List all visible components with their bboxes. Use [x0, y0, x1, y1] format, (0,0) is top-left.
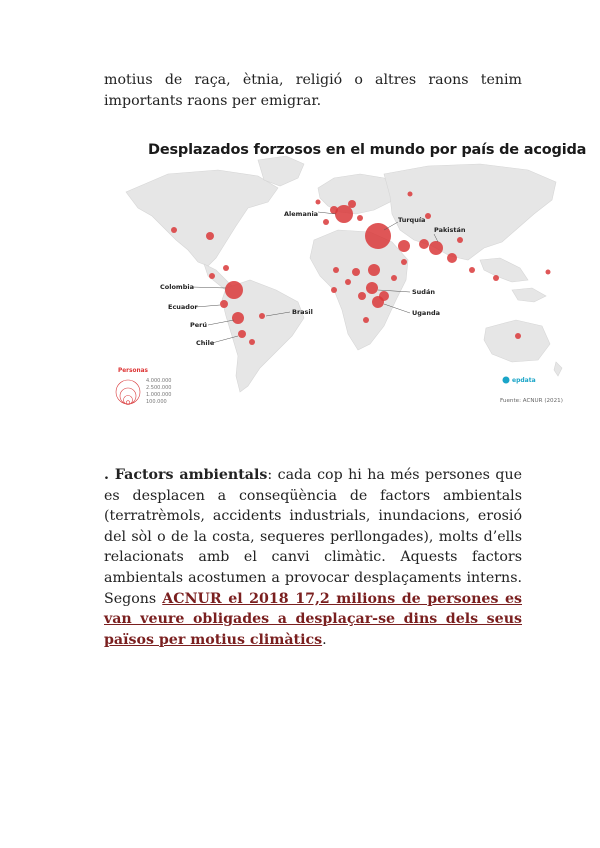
bubble — [469, 267, 475, 273]
bubble-chile — [238, 330, 246, 338]
bubble — [391, 275, 397, 281]
bubble — [419, 239, 429, 249]
bubble — [223, 265, 229, 271]
bubble — [316, 200, 321, 205]
legend-value: 1.000.000 — [146, 392, 172, 398]
bubble — [358, 292, 366, 300]
bubble — [408, 192, 413, 197]
legend-value: 4.000.000 — [146, 378, 172, 384]
bubble-uganda — [372, 296, 384, 308]
label-pakistan: Pakistán — [434, 226, 466, 234]
bubble — [171, 227, 177, 233]
bubble — [331, 287, 337, 293]
bubble — [333, 267, 339, 273]
bubble-ecuador — [220, 300, 228, 308]
paragraph-end: . — [322, 631, 327, 648]
bubble-peru — [232, 312, 244, 324]
bubble — [447, 253, 457, 263]
bubble — [398, 240, 410, 252]
map-figure — [108, 130, 587, 412]
label-peru: Perú — [190, 321, 208, 329]
label-uganda: Uganda — [412, 309, 440, 317]
label-sudan: Sudán — [412, 288, 435, 296]
source-note: Fuente: ACNUR (2021) — [500, 398, 563, 404]
paragraph-intro: motius de raça, ètnia, religió o altres raons tenim importants raons per emigrar. — [104, 72, 522, 109]
bubble-alemania — [335, 205, 353, 223]
world-map — [108, 130, 578, 412]
label-brasil: Brasil — [292, 308, 313, 316]
brand-logo — [503, 377, 536, 385]
bubble — [330, 206, 338, 214]
bubble — [368, 264, 380, 276]
bubble — [348, 200, 356, 208]
bubble — [493, 275, 499, 281]
bubble — [323, 219, 329, 225]
label-turquia: Turquía — [398, 216, 426, 224]
bubble-turquia — [365, 223, 391, 249]
bubble — [357, 215, 363, 221]
bubble — [363, 317, 369, 323]
legend-value: 100.000 — [146, 399, 167, 405]
bubble-sudan — [366, 282, 378, 294]
bubble — [209, 273, 215, 279]
legend-title: Personas — [118, 368, 148, 374]
bubble-colombia — [225, 281, 243, 299]
bubble — [457, 237, 463, 243]
paragraph-environmental — [104, 465, 522, 650]
bubble — [345, 279, 351, 285]
bubble — [515, 333, 521, 339]
bubble — [352, 268, 360, 276]
bubble — [401, 259, 407, 265]
map-title: Desplazados forzosos en el mundo por país de acogida — [148, 142, 587, 158]
bubble — [206, 232, 214, 240]
paragraph-body: : cada cop hi ha més persones que es desplacen a conseqüència de factors ambientals (terratrèmols, accidents industrials, inundacions, erosió del sòl o de la costa, sequeres perllongades), molts d’ells relacionats amb el canvi climàtic. Aquests factors ambientals acostumen a provocar desplaçaments interns. Segons — [104, 467, 523, 607]
label-alemania: Alemania — [284, 210, 319, 218]
bubble — [546, 270, 551, 275]
acnur-link[interactable]: ACNUR el 2018 17,2 milions de persones es van veure obligades a desplaçar-se dins dels seus països per motius climàtics — [104, 590, 522, 648]
continents — [126, 156, 562, 392]
label-chile: Chile — [196, 339, 215, 347]
legend — [116, 368, 171, 405]
bubble-pakistan — [429, 241, 443, 255]
epdata-icon — [503, 377, 510, 384]
section-lead: . Factors ambientals — [104, 467, 268, 483]
bubble — [425, 213, 431, 219]
brand-text: epdata — [512, 377, 536, 384]
legend-value: 2.500.000 — [146, 385, 172, 391]
label-colombia: Colombia — [160, 283, 194, 291]
bubble-brasil — [259, 313, 265, 319]
label-ecuador: Ecuador — [168, 303, 198, 311]
bubble — [249, 339, 255, 345]
